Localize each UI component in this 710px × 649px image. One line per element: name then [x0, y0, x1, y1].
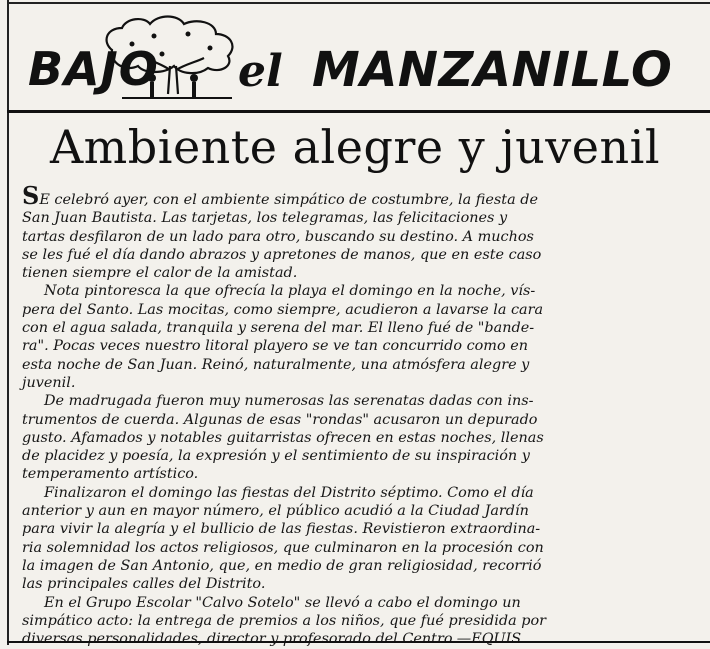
article-line: de placidez y poesía, la expresión y el sentimiento de su inspiración y [22, 448, 530, 465]
article-line: diversas personalidades, director y profesorado del Centro.—EQUIS. [22, 631, 526, 648]
article-line: ria solemnidad los actos religiosos, que culminaron en la procesión con [22, 539, 544, 556]
article-line: pera del Santo. Las mocitas, como siempre, acudieron a lavarse la cara [22, 301, 544, 318]
section-masthead [14, 12, 704, 107]
article-line: Finalizaron el domingo las fiestas del Distrito séptimo. Como el día [44, 484, 534, 501]
article-line: gusto. Afamados y notables guitarristas ofrecen en estas noches, llenas [22, 429, 544, 446]
masthead-word-manzanillo: MANZANILLO [312, 42, 673, 98]
top-rule [7, 2, 710, 4]
article-line: tienen siempre el calor de la amistad. [22, 265, 298, 282]
article-line: En el Grupo Escolar "Calvo Sotelo" se llevó a cabo el domingo un [44, 594, 521, 611]
article-headline: Ambiente alegre y juvenil [49, 120, 661, 174]
article-line: San Juan Bautista. Las tarjetas, los telegramas, las felicitaciones y [22, 210, 508, 227]
masthead-word-el: el [238, 46, 283, 97]
article-line: De madrugada fueron muy numerosas las serenatas dadas con ins- [44, 393, 534, 410]
bottom-rule [7, 641, 710, 643]
article-line: la imagen de San Antonio, que, en medio de gran religiosidad, recorrió [22, 557, 542, 574]
drop-cap: S [22, 181, 40, 210]
article-body [22, 181, 698, 648]
article-line: tartas desfilaron de un lado para otro, buscando su destino. A muchos [22, 228, 534, 245]
article-line: se les fué el día dando abrazos y apretones de manos, que en este caso [22, 246, 542, 263]
article-line: trumentos de cuerda. Algunas de esas "rondas" acusaron un depurado [22, 411, 538, 428]
article-line: con el agua salada, tranquila y serena del mar. El lleno fué de "bande- [22, 320, 535, 337]
article-line: SE celebró ayer, con el ambiente simpático de costumbre, la fiesta de [22, 181, 538, 210]
article-line: juvenil. [22, 374, 76, 391]
masthead-rule [7, 110, 710, 113]
article-line: Nota pintoresca la que ofrecía la playa el domingo en la noche, vís- [44, 283, 536, 300]
article-line: para vivir la alegría y el bullicio de las fiestas. Revistieron extraordina- [22, 521, 541, 538]
left-column-rule [7, 0, 9, 645]
article-line: esta noche de San Juan. Reinó, naturalmente, una atmósfera alegre y [22, 356, 530, 373]
masthead-word-bajo: BAJO [28, 42, 159, 96]
article-line: simpático acto: la entrega de premios a los niños, que fué presidida por [22, 612, 546, 629]
article-line: temperamento artístico. [22, 466, 199, 483]
article-line: las principales calles del Distrito. [22, 576, 266, 593]
article-line: anterior y aun en mayor número, el público acudió a la Ciudad Jardín [22, 503, 529, 520]
article-line: ra". Pocas veces nuestro litoral playero se ve tan concurrido como en [22, 338, 528, 355]
